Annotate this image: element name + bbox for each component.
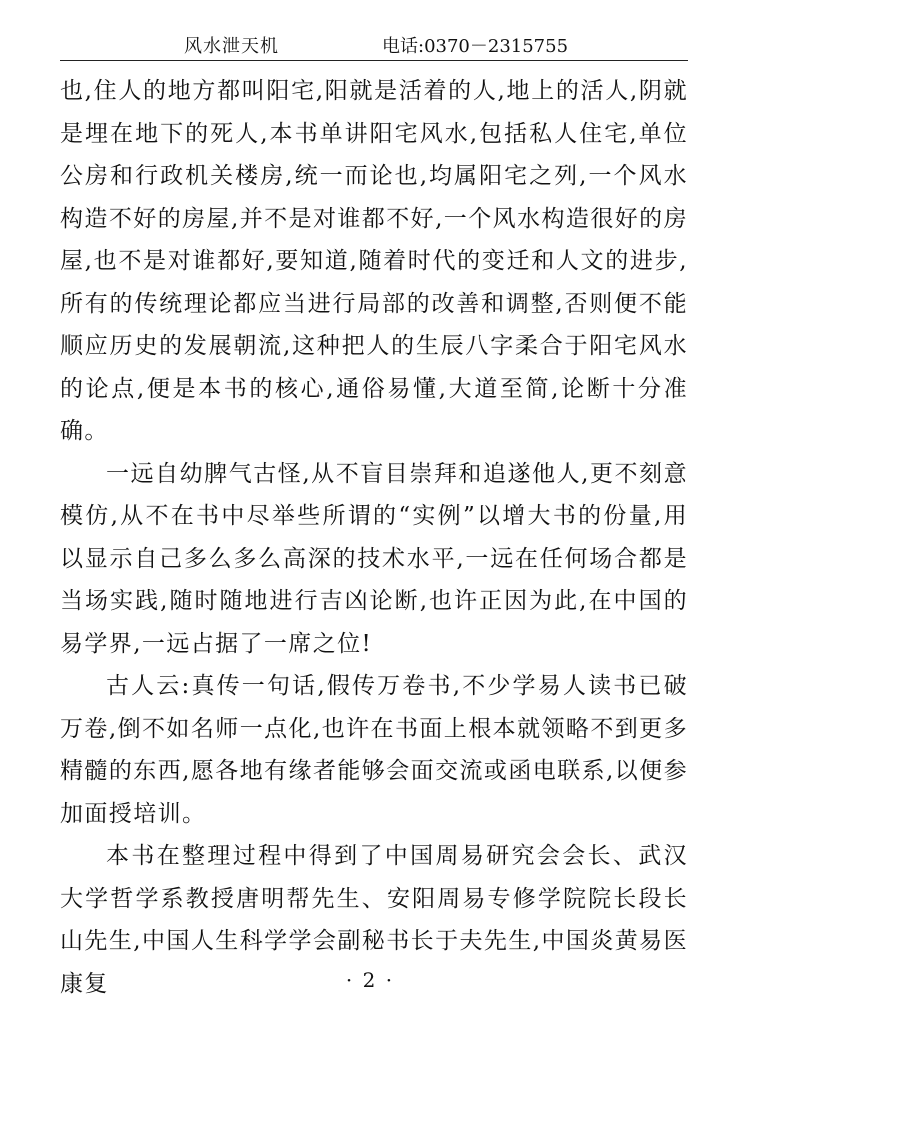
header-phone: 电话:0370－2315755: [382, 36, 569, 57]
body-text: [60, 70, 688, 1005]
paragraph-continued: 也,住人的地方都叫阳宅,阳就是活着的人,地上的活人,阴就是埋在地下的死人,本书单讲阳宅风水,包括私人住宅,单位公房和行政机关楼房,统一而论也,均属阳宅之列,一个风水构造不好的房屋,并不是对谁都不好,一个风水构造很好的房屋,也不是对谁都好,要知道,随着时代的变迁和人文的进步,所有的传统理论都应当进行局部的改善和调整,否则便不能顺应历史的发展朝流,这种把人的生辰八字柔合于阳宅风水的论点,便是本书的核心,通俗易懂,大道至简,论断十分准确。: [60, 78, 688, 444]
paragraph: 本书在整理过程中得到了中国周易研究会会长、武汉大学哲学系教授唐明帮先生、安阳周易专修学院院长段长山先生,中国人生科学学会副秘书长于夫先生,中国炎黄易医康复: [60, 843, 688, 997]
paragraph: 一远自幼脾气古怪,从不盲目崇拜和追遂他人,更不刻意模仿,从不在书中尽举些所谓的“实例”以增大书的份量,用以显示自己多么多么高深的技术水平,一远在任何场合都是当场实践,随时随地进行吉凶论断,也许正因为此,在中国的易学界,一远占据了一席之位!: [60, 460, 688, 657]
running-title: 风水泄天机: [184, 36, 279, 57]
page-header: [60, 28, 688, 61]
page-number: · 2 ·: [345, 968, 395, 992]
paragraph: 古人云:真传一句话,假传万卷书,不少学易人读书已破万卷,倒不如名师一点化,也许在书面上根本就领略不到更多精髓的东西,愿各地有缘者能够会面交流或函电联系,以便参加面授培训。: [60, 673, 689, 827]
